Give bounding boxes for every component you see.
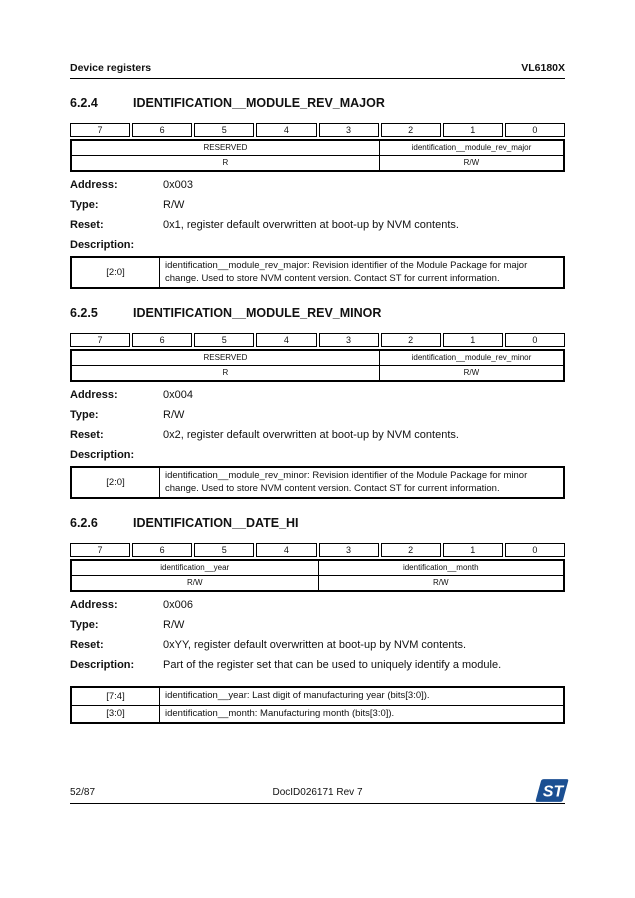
desc-text-cell: identification__month: Manufacturing month (bits[3:0]). — [165, 707, 395, 719]
bit-cell: 6 — [132, 333, 192, 347]
description-table-row — [72, 705, 563, 723]
type-row — [70, 619, 565, 632]
running-header — [70, 62, 565, 79]
bit-cell: 0 — [505, 543, 565, 557]
bit-cell: 6 — [132, 543, 192, 557]
description-table-row — [72, 468, 563, 497]
reset-label: Reset: — [70, 429, 104, 441]
section-number: 6.2.6 — [70, 516, 98, 530]
desc-bits-cell: [3:0] — [72, 706, 160, 723]
address-row — [70, 179, 565, 192]
address-label: Address: — [70, 389, 118, 401]
desc-text-cell: identification__module_rev_minor: Revision identifier of the Module Package for minor change. Used to store NVM content version. Contact ST for current information. — [165, 470, 528, 494]
register-bit-table — [70, 333, 565, 382]
section-heading — [70, 96, 565, 111]
bit-cell: 0 — [505, 123, 565, 137]
address-row — [70, 599, 565, 612]
access-cell: R/W — [186, 578, 203, 587]
section-6-2-5 — [70, 306, 565, 499]
bit-cell: 3 — [319, 123, 379, 137]
bit-cell: 6 — [132, 123, 192, 137]
address-row — [70, 389, 565, 402]
section-title: IDENTIFICATION__MODULE_REV_MAJOR — [133, 96, 385, 110]
field-access-row — [72, 575, 563, 590]
type-row — [70, 409, 565, 422]
desc-bits-cell: [7:4] — [72, 688, 160, 705]
bit-cell: 7 — [70, 123, 130, 137]
access-cell: R/W — [379, 156, 563, 170]
type-label: Type: — [70, 199, 99, 211]
section-title: IDENTIFICATION__MODULE_REV_MINOR — [133, 306, 382, 320]
st-logo-icon — [535, 778, 569, 803]
description-value: Part of the register set that can be used to uniquely identify a module. — [163, 659, 502, 671]
running-header-left: Device registers — [70, 62, 152, 74]
section-6-2-4 — [70, 96, 565, 289]
bit-cell: 2 — [381, 333, 441, 347]
type-label: Type: — [70, 619, 99, 631]
bit-cell: 1 — [443, 543, 503, 557]
bit-cell: 2 — [381, 543, 441, 557]
address-value: 0x006 — [163, 599, 193, 611]
section-heading — [70, 516, 565, 531]
reset-value: 0xYY, register default overwritten at boot-up by NVM contents. — [163, 639, 467, 651]
field-access-row — [72, 365, 563, 380]
running-header-right: VL6180X — [521, 62, 565, 74]
section-number: 6.2.5 — [70, 306, 98, 320]
register-bit-table — [70, 123, 565, 172]
description-row — [70, 659, 565, 672]
bit-field-body — [70, 349, 565, 382]
access-cell: R — [222, 368, 229, 377]
reset-value: 0x2, register default overwritten at boot-up by NVM contents. — [163, 429, 459, 441]
desc-bits-cell: [2:0] — [72, 258, 160, 287]
bit-number-row — [70, 333, 565, 347]
reset-label: Reset: — [70, 639, 104, 651]
register-bit-table — [70, 543, 565, 592]
reset-row — [70, 429, 565, 442]
bit-number-row — [70, 543, 565, 557]
field-access-row — [72, 155, 563, 170]
address-value: 0x004 — [163, 389, 193, 401]
field-cell: identification__month — [318, 561, 564, 575]
bit-cell: 1 — [443, 333, 503, 347]
type-value: R/W — [163, 619, 185, 631]
access-cell: R/W — [318, 576, 564, 590]
section-heading — [70, 306, 565, 321]
field-name-row — [72, 141, 563, 155]
desc-text-cell: identification__module_rev_major: Revision identifier of the Module Package for major change. Used to store NVM content version. Contact ST for current information. — [165, 260, 528, 284]
section-6-2-6 — [70, 516, 565, 724]
footer-rule — [70, 803, 565, 804]
reset-row — [70, 639, 565, 652]
field-cell: identification__year — [160, 563, 230, 572]
bit-cell: 7 — [70, 543, 130, 557]
type-row — [70, 199, 565, 212]
bit-cell: 7 — [70, 333, 130, 347]
section-number: 6.2.4 — [70, 96, 98, 110]
bit-cell: 4 — [256, 333, 316, 347]
reset-row — [70, 219, 565, 232]
type-value: R/W — [163, 199, 185, 211]
type-value: R/W — [163, 409, 185, 421]
type-label: Type: — [70, 409, 99, 421]
description-table-row — [72, 688, 563, 705]
access-cell: R — [222, 158, 229, 167]
field-name-row — [72, 351, 563, 365]
address-value: 0x003 — [163, 179, 193, 191]
description-label: Description: — [70, 449, 135, 461]
desc-bits-cell: [2:0] — [72, 468, 160, 497]
bit-cell: 2 — [381, 123, 441, 137]
description-label: Description: — [70, 239, 135, 251]
description-row — [70, 449, 565, 462]
reset-label: Reset: — [70, 219, 104, 231]
field-name-row — [72, 561, 563, 575]
bit-cell: 5 — [194, 333, 254, 347]
description-table — [70, 256, 565, 289]
bit-cell: 5 — [194, 123, 254, 137]
description-row — [70, 239, 565, 252]
field-cell: RESERVED — [203, 143, 248, 152]
description-label: Description: — [70, 659, 135, 671]
bit-cell: 1 — [443, 123, 503, 137]
footer-page-number: 52/87 — [70, 787, 96, 798]
bit-cell: 3 — [319, 333, 379, 347]
bit-field-body — [70, 139, 565, 172]
address-label: Address: — [70, 179, 118, 191]
reset-value: 0x1, register default overwritten at boot-up by NVM contents. — [163, 219, 459, 231]
bit-field-body — [70, 559, 565, 592]
address-label: Address: — [70, 599, 118, 611]
page-content — [70, 0, 565, 724]
description-table — [70, 686, 565, 724]
desc-text-cell: identification__year: Last digit of manufacturing year (bits[3:0]). — [165, 690, 430, 701]
section-title: IDENTIFICATION__DATE_HI — [133, 516, 299, 530]
footer-doc-id: DocID026171 Rev 7 — [272, 787, 363, 798]
bit-cell: 4 — [256, 123, 316, 137]
description-table — [70, 466, 565, 499]
field-cell: identification__module_rev_major — [379, 141, 563, 155]
bit-cell: 0 — [505, 333, 565, 347]
bit-cell: 5 — [194, 543, 254, 557]
field-cell: identification__module_rev_minor — [379, 351, 563, 365]
description-table-row — [72, 258, 563, 287]
st-logo-text: ST — [542, 783, 564, 801]
access-cell: R/W — [379, 366, 563, 380]
bit-number-row — [70, 123, 565, 137]
bit-cell: 4 — [256, 543, 316, 557]
field-cell: RESERVED — [203, 353, 248, 362]
bit-cell: 3 — [319, 543, 379, 557]
